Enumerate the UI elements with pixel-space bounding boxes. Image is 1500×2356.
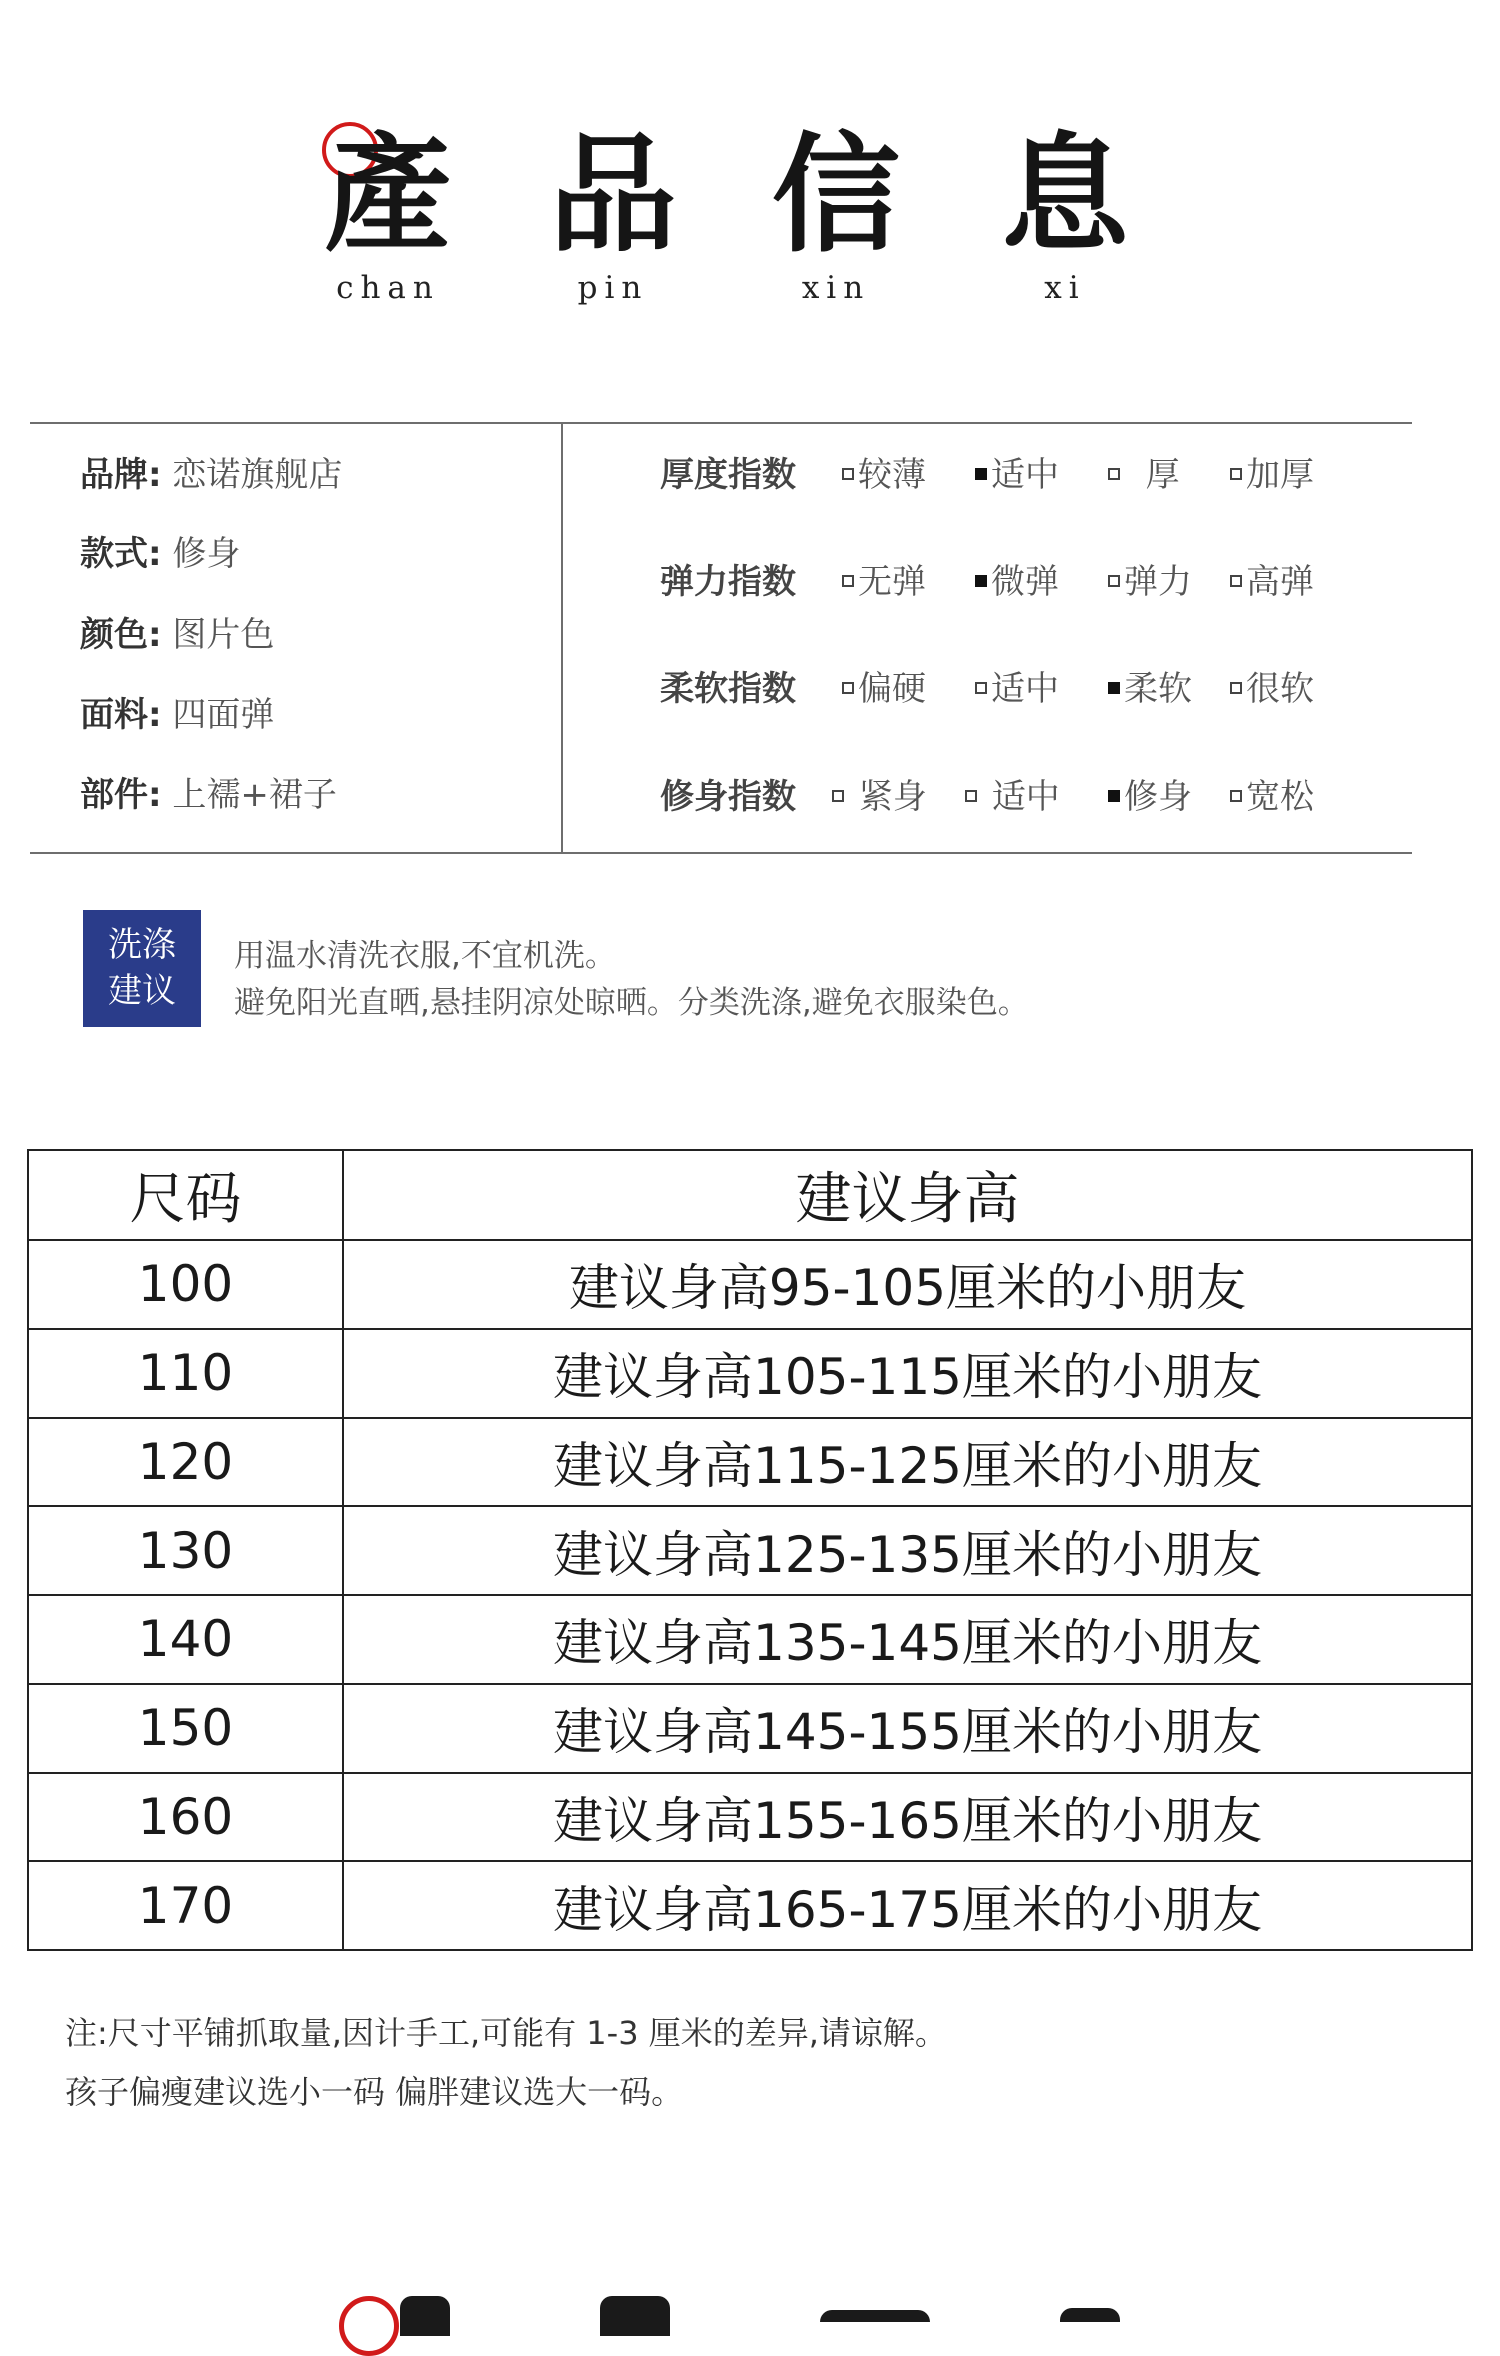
index-option: 柔软 — [1108, 664, 1192, 714]
index-option: 适中 — [965, 772, 1060, 822]
index-option: 高弹 — [1230, 557, 1314, 607]
index-option: 修身 — [1108, 772, 1192, 822]
index-option: 微弹 — [975, 557, 1059, 607]
product-info-title — [0, 120, 1500, 320]
info-fabric-key: 面料: — [80, 695, 162, 735]
table-row — [28, 1684, 1472, 1773]
index-option: 较薄 — [842, 450, 926, 500]
checkbox-icon — [1230, 468, 1242, 480]
size-cell: 170 — [28, 1861, 343, 1950]
size-note-line-1: 注:尺寸平铺抓取量,因计手工,可能有 1-3 厘米的差异,请谅解。 — [65, 2014, 947, 2052]
height-cell: 建议身高115-125厘米的小朋友 — [343, 1418, 1472, 1507]
size-cell: 130 — [28, 1506, 343, 1595]
height-cell: 建议身高145-155厘米的小朋友 — [343, 1684, 1472, 1773]
title-pinyin-4: xi — [1044, 270, 1086, 306]
table-row — [28, 1595, 1472, 1684]
title-pinyin-1: chan — [336, 270, 440, 306]
next-section-title-fragment — [600, 2296, 670, 2336]
wash-advice-line-1: 用温水清洗衣服,不宜机洗。 — [234, 938, 616, 974]
wash-advice-badge — [83, 910, 201, 1027]
next-section-title-fragment — [820, 2310, 930, 2322]
header-size: 尺码 — [28, 1150, 343, 1240]
info-brand-key: 品牌: — [80, 455, 162, 495]
info-style-key: 款式: — [80, 534, 162, 574]
index-option: 偏硬 — [842, 664, 926, 714]
size-cell: 120 — [28, 1418, 343, 1507]
info-top-rule — [30, 422, 1412, 424]
info-style — [80, 532, 240, 576]
wash-badge-line-2: 建议 — [108, 971, 176, 1011]
info-color-value: 图片色 — [172, 615, 275, 655]
height-cell: 建议身高155-165厘米的小朋友 — [343, 1773, 1472, 1862]
info-color — [80, 613, 274, 657]
info-bottom-rule — [30, 852, 1412, 854]
info-fabric — [80, 693, 274, 737]
info-divider — [561, 422, 563, 854]
size-table-header — [28, 1150, 1472, 1240]
index-softness — [660, 664, 1360, 714]
info-parts-key: 部件: — [80, 775, 162, 815]
index-fit-label: 修身指数 — [660, 777, 796, 817]
checkbox-icon — [965, 790, 977, 802]
wash-advice-line-2: 避免阳光直晒,悬挂阴凉处晾晒。分类洗涤,避免衣服染色。 — [234, 985, 1029, 1021]
info-brand-value: 恋诺旗舰店 — [172, 455, 343, 495]
index-elasticity — [660, 557, 1360, 607]
size-cell: 110 — [28, 1329, 343, 1418]
title-char-2: 品 — [548, 120, 677, 270]
size-note-line-2: 孩子偏瘦建议选小一码 偏胖建议选大一码。 — [65, 2073, 684, 2111]
title-char-3: 信 — [771, 120, 900, 270]
table-row — [28, 1240, 1472, 1329]
header-height: 建议身高 — [343, 1150, 1472, 1240]
checkbox-icon — [1230, 575, 1242, 587]
index-option: 无弹 — [842, 557, 926, 607]
index-option: 适中 — [975, 450, 1059, 500]
checkbox-checked-icon — [1108, 790, 1120, 802]
table-row — [28, 1329, 1472, 1418]
info-style-value: 修身 — [172, 534, 241, 574]
title-pinyin-3: xin — [801, 270, 871, 306]
height-cell: 建议身高105-115厘米的小朋友 — [343, 1329, 1472, 1418]
title-char-4: 息 — [1000, 120, 1129, 270]
index-fit — [660, 772, 1360, 822]
checkbox-icon — [975, 682, 987, 694]
size-cell: 140 — [28, 1595, 343, 1684]
checkbox-icon — [842, 468, 854, 480]
checkbox-icon — [842, 682, 854, 694]
checkbox-checked-icon — [1108, 682, 1120, 694]
checkbox-icon — [1230, 682, 1242, 694]
info-fabric-value: 四面弹 — [172, 695, 275, 735]
table-row — [28, 1861, 1472, 1950]
title-char-1: 產 — [323, 120, 452, 270]
red-circle-ornament — [339, 2296, 399, 2356]
checkbox-icon — [842, 575, 854, 587]
checkbox-icon — [1230, 790, 1242, 802]
index-option: 宽松 — [1230, 772, 1314, 822]
next-section-title-fragment — [400, 2296, 450, 2336]
info-parts-value: 上襦+裙子 — [172, 775, 337, 815]
height-cell: 建议身高165-175厘米的小朋友 — [343, 1861, 1472, 1950]
size-cell: 150 — [28, 1684, 343, 1773]
table-row — [28, 1773, 1472, 1862]
table-row — [28, 1418, 1472, 1507]
checkbox-icon — [1108, 575, 1120, 587]
title-pinyin-2: pin — [577, 270, 649, 306]
info-brand — [80, 453, 342, 497]
height-cell: 建议身高125-135厘米的小朋友 — [343, 1506, 1472, 1595]
index-thickness-label: 厚度指数 — [660, 455, 796, 495]
info-parts — [80, 773, 337, 817]
index-thickness — [660, 450, 1360, 500]
size-table — [27, 1149, 1473, 1951]
size-cell: 160 — [28, 1773, 343, 1862]
index-option: 弹力 — [1108, 557, 1192, 607]
index-option: 加厚 — [1230, 450, 1314, 500]
index-option: 很软 — [1230, 664, 1314, 714]
wash-badge-line-1: 洗涤 — [108, 925, 176, 965]
height-cell: 建议身高95-105厘米的小朋友 — [343, 1240, 1472, 1329]
size-cell: 100 — [28, 1240, 343, 1329]
index-elasticity-label: 弹力指数 — [660, 562, 796, 602]
checkbox-icon — [1108, 468, 1120, 480]
checkbox-checked-icon — [975, 468, 987, 480]
checkbox-icon — [832, 790, 844, 802]
index-option: 紧身 — [832, 772, 927, 822]
checkbox-checked-icon — [975, 575, 987, 587]
info-color-key: 颜色: — [80, 615, 162, 655]
index-option: 厚 — [1108, 450, 1180, 500]
next-section-title-fragment — [1060, 2308, 1120, 2322]
index-option: 适中 — [975, 664, 1059, 714]
height-cell: 建议身高135-145厘米的小朋友 — [343, 1595, 1472, 1684]
index-softness-label: 柔软指数 — [660, 669, 796, 709]
table-row — [28, 1506, 1472, 1595]
